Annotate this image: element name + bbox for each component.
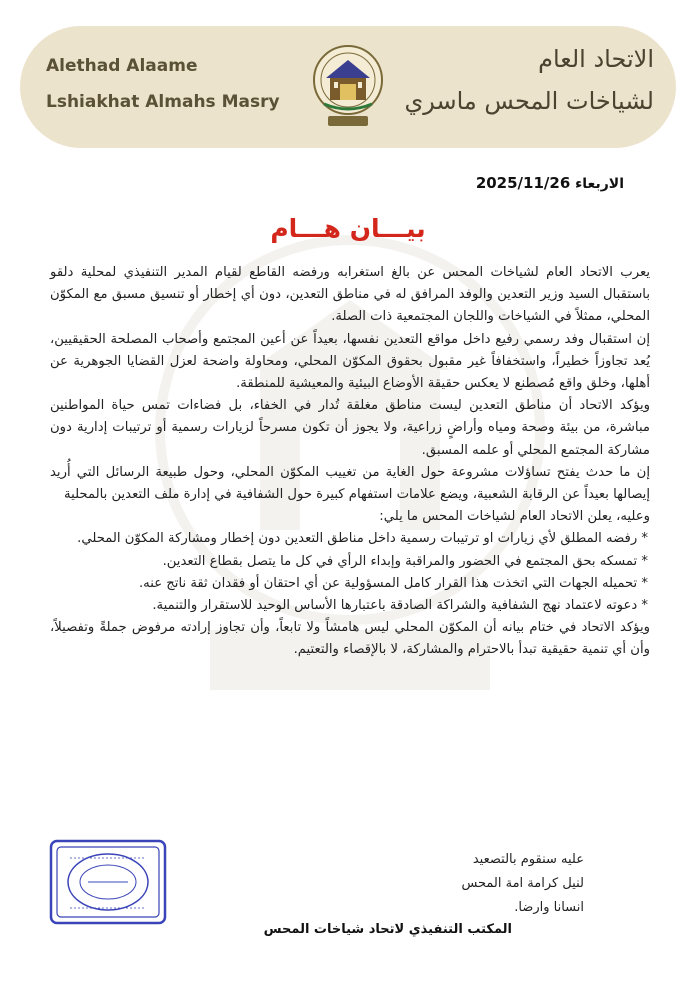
bullet-item-3: * تحميله الجهات التي اتخذت هذا القرار كامل المسؤولية عن أي احتقان أو فقدان ثقة ناتج عنه. (138, 575, 648, 591)
date-value: 2025/11/26 (475, 174, 571, 192)
header-latin-name (46, 48, 280, 120)
official-stamp (48, 838, 168, 926)
date-day: الاربعاء (575, 176, 624, 192)
header-arabic-line1: الاتحاد العام (538, 45, 654, 73)
header-arabic-line2: لشياخات المحس ماسري (404, 87, 654, 115)
closing-line1: عليه سنقوم بالتصعيد (472, 852, 584, 867)
bullet-item-1: * رفضه المطلق لأي زيارات او ترتيبات رسمية داخل مناطق التعدين دون إخطار ومشاركة المكوّن المحلي. (77, 531, 648, 547)
paragraph-5: وعليه، يعلن الاتحاد العام لشياخات المحس ما يلي: (379, 509, 650, 525)
bullet-item-2: * تمسكه بحق المجتمع في الحضور والمراقبة وإبداء الرأي في كل ما يتصل بقطاع التعدين. (162, 553, 648, 569)
statement-title: بيـــان هـــام (270, 214, 426, 243)
closing-line3: انسانا وارضا. (514, 900, 584, 915)
header-latin-line2: Lshiakhat Almahs Masry (46, 92, 280, 112)
statement-body (50, 262, 650, 662)
paragraph-1: يعرب الاتحاد العام لشياخات المحس عن بالغ استغرابه ورفضه القاطع لقيام المدير التنفيذي لمحلية دلقو باستقبال السيد وزير التعدين والوفد المرافق له في مناطق التعدين، دون أي إخطار أو تنسيق مسبق مع المكوّن المحلي، ممثلاً في الشياخات واللجان المجتمعية ذات الصلة. (50, 265, 650, 325)
paragraph-3: ويؤكد الاتحاد أن مناطق التعدين ليست مناطق مغلقة تُدار في الخفاء، بل فضاءات تمس حياة المواطنين مباشرة، من بيئة وصحة ومياه وأراضٍ زراعية، ولا يجوز أن تكون مسرحاً لزيارات رسمية أو ترتيبات إدارية دون مشاركة المجتمع المحلي أو علمه المسبق. (50, 398, 650, 458)
paragraph-final: ويؤكد الاتحاد في ختام بيانه أن المكوّن المحلي ليس هامشاً ولا تابعاً، وأن تجاوز إرادته مرفوض جملةً وتفصيلاً، وأن أي تنمية حقيقية تبدأ بالاحترام والمشاركة، لا بالإقصاء والتعتيم. (50, 620, 650, 658)
date-line (476, 174, 624, 192)
union-logo (310, 40, 386, 128)
header-latin-line1: Alethad Alaame (46, 56, 198, 76)
bullet-item-4: * دعوته لاعتماد نهج الشفافية والشراكة الصادقة باعتبارها الأساس الوحيد للاستقرار والتنمية. (152, 598, 648, 614)
signature-line: المكتب التنفيذي لاتحاد شياخات المحس (263, 922, 512, 937)
closing-line2: لنيل كرامة امة المحس (461, 876, 584, 891)
closing-block (461, 848, 584, 920)
header-arabic-name (404, 38, 654, 122)
paragraph-2: إن استقبال وفد رسمي رفيع داخل مواقع التعدين نفسها، بعيداً عن أعين المجتمع وأصحاب المصلحة الحقيقيين، يُعد تجاوزاً خطيراً، واستخفافاً غير مقبول بحقوق المكوّن المحلي، ومحاولة واضحة لعزل القضايا الجوهرية عن أهلها، وخلق واقع مُصطنع لا يعكس حقيقة الأوضاع البيئية والمعيشية للمنطقة. (50, 331, 650, 392)
paragraph-4: إن ما حدث يفتح تساؤلات مشروعة حول الغاية من تغييب المكوّن المحلي، وحول طبيعة الرسائل التي أُريد إيصالها بعيداً عن الرقابة الشعبية، ويضع علامات استفهام كبيرة حول الشفافية في إدارة ملف التعدين بالمحلية (50, 464, 650, 503)
